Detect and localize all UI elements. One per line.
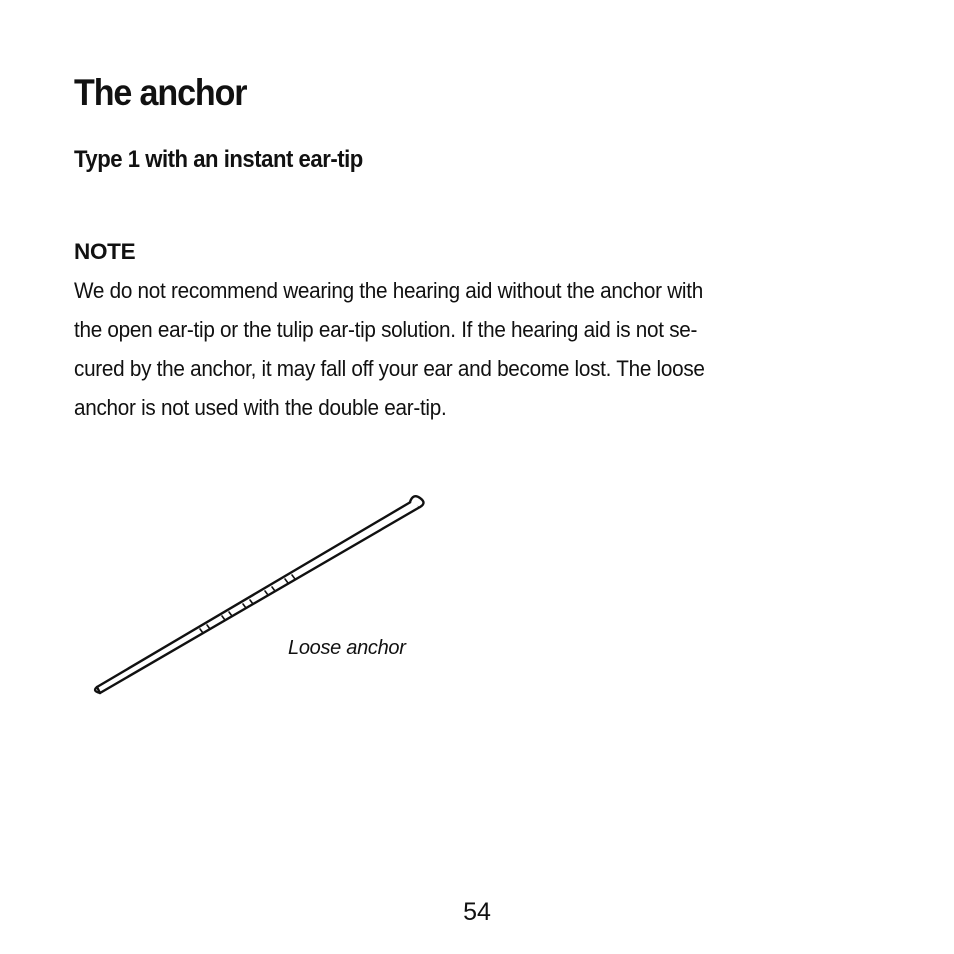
- note-line: We do not recommend wearing the hearing aid without the anchor with: [74, 278, 703, 303]
- page-title: The anchor: [74, 72, 247, 113]
- loose-anchor-illustration: [80, 480, 440, 710]
- figure-caption: Loose anchor: [288, 637, 406, 659]
- anchor-rod-outline: [97, 500, 420, 693]
- note-line: the open ear-tip or the tulip ear-tip solution. If the hearing aid is not se-: [74, 317, 698, 342]
- page-number: 54: [463, 898, 491, 926]
- note-block: [74, 232, 934, 427]
- section-subtitle: Type 1 with an instant ear-tip: [74, 146, 363, 173]
- note-line: anchor is not used with the double ear-tip.: [74, 395, 447, 420]
- note-line: cured by the anchor, it may fall off your ear and become lost. The loose: [74, 356, 705, 381]
- note-label: NOTE: [74, 239, 136, 264]
